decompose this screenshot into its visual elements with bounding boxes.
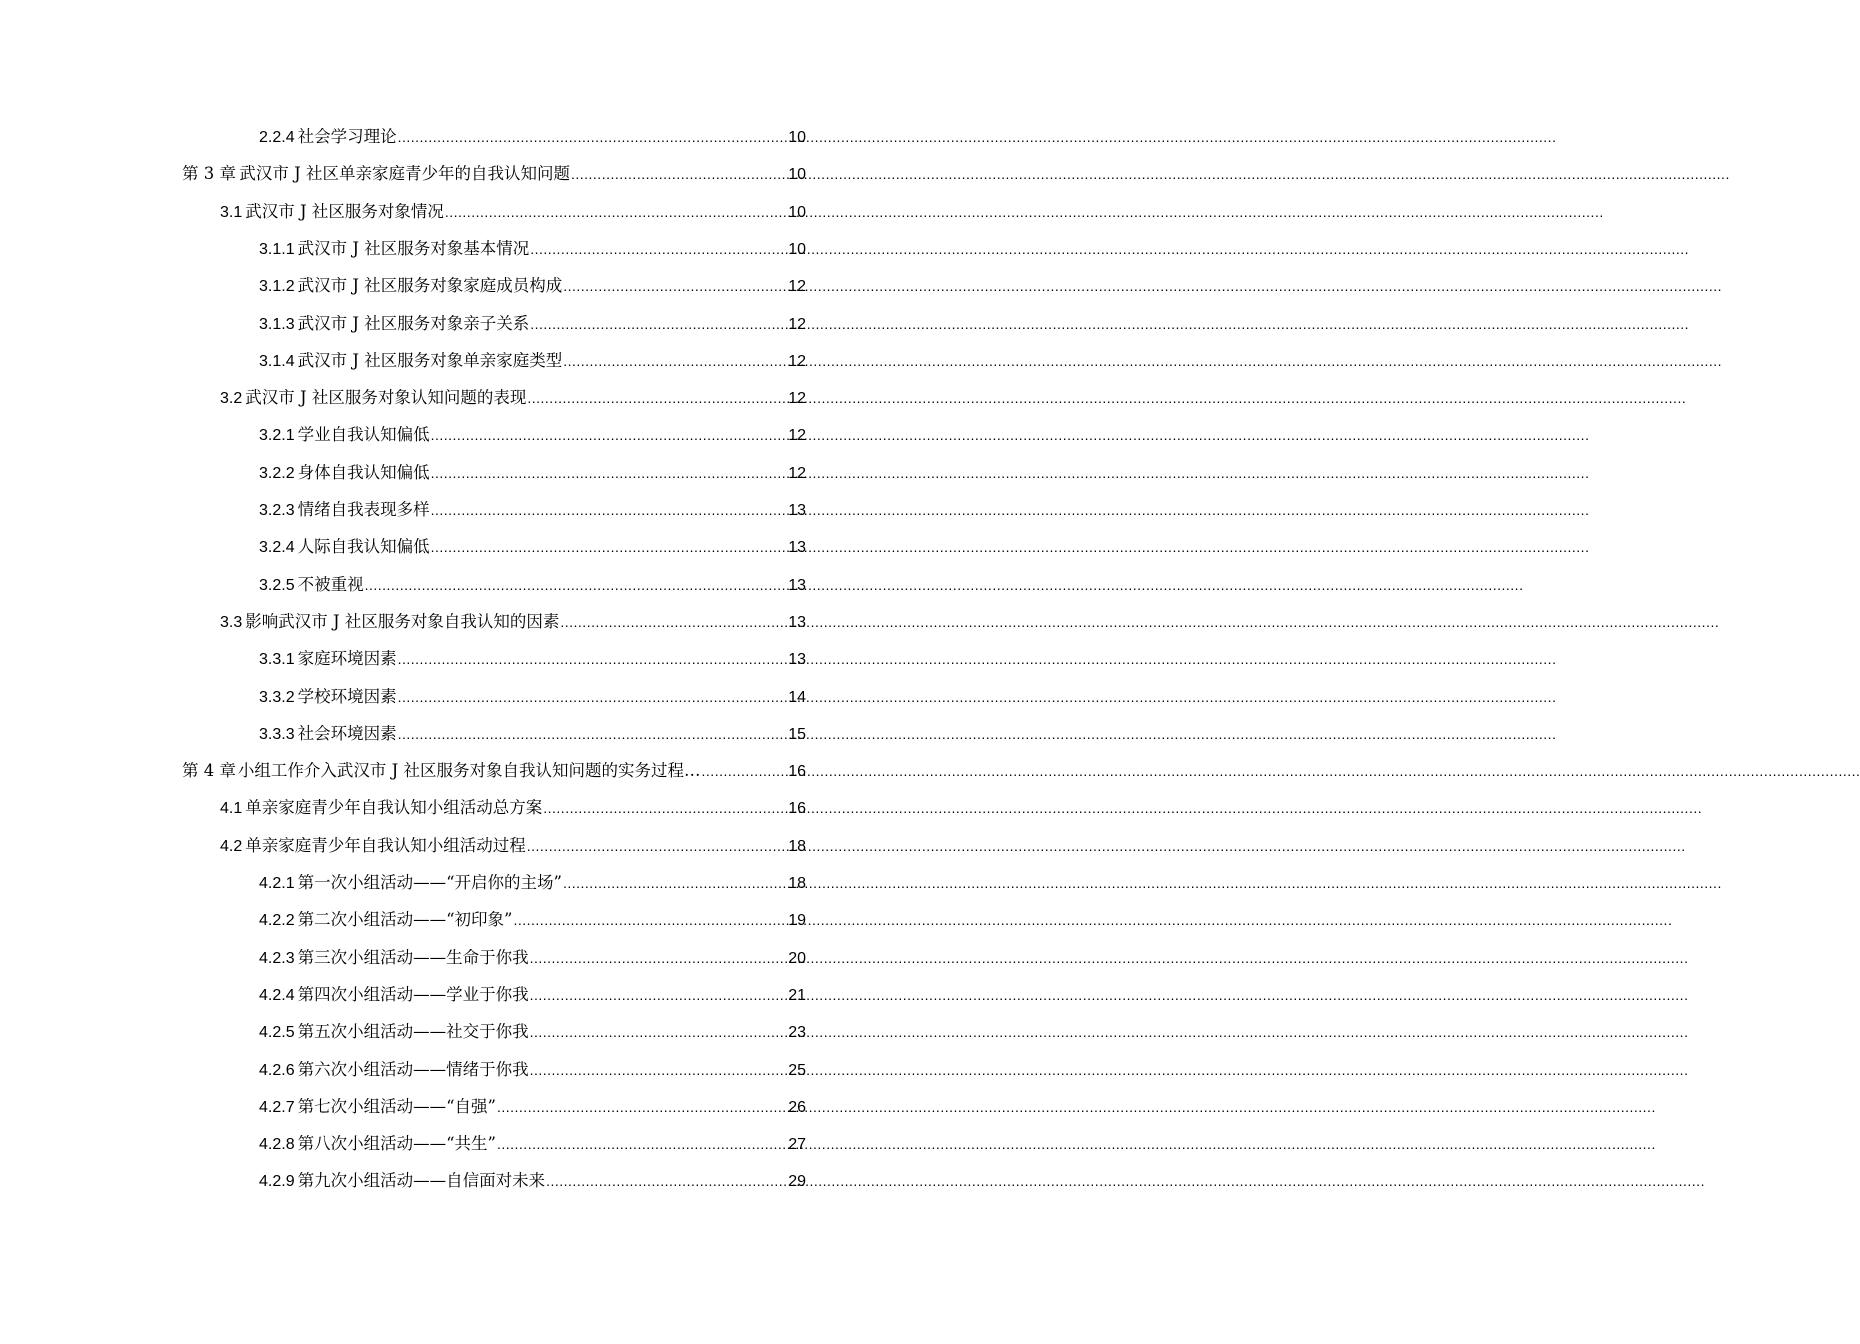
toc-dot-leader (398, 119, 788, 156)
toc-entry[interactable] (259, 1051, 806, 1088)
toc-entry-number: 3.2.4 (259, 539, 295, 557)
toc-entry-title: 身体自我认知偏低 (297, 462, 430, 482)
toc-dot-leader (571, 156, 787, 193)
toc-entry-number: 3.3.1 (259, 651, 295, 669)
toc-dot-leader (431, 455, 788, 492)
toc-entry[interactable] (259, 230, 806, 267)
toc-entry[interactable] (259, 715, 806, 752)
toc-entry-title: 武汉市 J 社区服务对象亲子关系 (297, 313, 530, 333)
toc-dot-leader (398, 679, 788, 716)
toc-entry[interactable] (259, 1013, 806, 1050)
toc-dot-leader (497, 1126, 787, 1163)
toc-entry-number: 4.2.6 (259, 1061, 295, 1079)
toc-entry-title: 情绪自我表现多样 (297, 500, 430, 519)
toc-entry-number: 4.2.9 (259, 1173, 295, 1191)
toc-page-number: 12 (788, 464, 806, 482)
toc-dot-leader (563, 343, 787, 380)
toc-entry[interactable] (220, 193, 806, 230)
toc-page-number: 10 (788, 203, 806, 221)
toc-entry[interactable] (259, 939, 806, 976)
toc-page-number: 13 (788, 539, 806, 557)
toc-page-number: 12 (788, 427, 806, 445)
toc-entry-number: 4.2.3 (259, 949, 295, 967)
toc-entry-number: 3.1.3 (259, 315, 295, 333)
toc-entry-title: 武汉市 J 社区服务对象单亲家庭类型 (297, 350, 563, 370)
toc-page-number: 18 (788, 875, 806, 892)
toc-page-number: 27 (788, 1136, 806, 1154)
toc-dot-leader (530, 306, 787, 343)
toc-entry[interactable] (259, 528, 806, 565)
toc-dot-leader (431, 529, 788, 566)
toc-dot-leader (563, 268, 787, 305)
toc-chapter-entry[interactable] (182, 752, 806, 789)
toc-entry[interactable] (259, 1162, 806, 1199)
toc-entry-number: 4.2 (220, 837, 243, 855)
toc-page-number: 20 (788, 949, 806, 967)
toc-entry-title: 单亲家庭青少年自我认知小组活动总方案 (245, 798, 543, 818)
toc-entry-title: 不被重视 (297, 574, 364, 594)
toc-dot-leader (530, 1014, 788, 1051)
toc-entry-title: 人际自我认知偏低 (297, 537, 430, 557)
toc-entry-title: 小组工作介入武汉市 J 社区服务对象自我认知问题的实务过程… (237, 761, 701, 781)
toc-page-number: 26 (788, 1098, 806, 1116)
toc-dot-leader (398, 641, 788, 678)
toc-page-number: 10 (788, 166, 806, 184)
toc-entry[interactable] (259, 864, 806, 901)
toc-dot-leader (365, 567, 788, 604)
toc-dot-leader (530, 977, 788, 1014)
toc-page-number: 16 (788, 763, 806, 781)
toc-entry-number: 3.2.2 (259, 464, 295, 482)
toc-entry[interactable] (259, 901, 806, 938)
toc-entry[interactable] (259, 118, 806, 155)
toc-entry[interactable] (259, 976, 806, 1013)
toc-entry-title: 第一次小组活动——“开启你的主场” (297, 873, 562, 892)
toc-page-number: 13 (788, 613, 806, 631)
toc-entry-title: 社会学习理论 (297, 127, 397, 146)
toc-entry[interactable] (220, 827, 806, 864)
toc-page-number: 15 (788, 725, 806, 743)
toc-dot-leader (560, 604, 787, 641)
toc-dot-leader (398, 716, 788, 753)
toc-entry-number: 4.2.8 (259, 1136, 295, 1154)
toc-page-number: 12 (788, 278, 806, 296)
toc-page-number: 29 (788, 1173, 806, 1191)
toc-entry-title: 家庭环境因素 (297, 649, 397, 669)
toc-page-number: 14 (788, 688, 806, 706)
toc-entry[interactable] (259, 491, 806, 528)
toc-page-number: 21 (788, 986, 806, 1004)
toc-page-number: 12 (788, 352, 806, 370)
toc-entry[interactable] (220, 603, 806, 640)
toc-entry-title: 武汉市 J 社区服务对象情况 (245, 201, 444, 221)
toc-entry-number: 第 3 章 (182, 164, 236, 184)
toc-entry-number: 3.3 (220, 613, 243, 631)
toc-entry-number: 4.2.1 (259, 875, 295, 892)
toc-entry-title: 第三次小组活动——生命于你我 (297, 947, 529, 967)
toc-entry-number: 4.2.5 (259, 1024, 295, 1042)
toc-dot-leader (445, 194, 787, 231)
toc-page-number: 12 (788, 315, 806, 333)
toc-page-number: 10 (788, 129, 806, 146)
toc-dot-leader (527, 380, 787, 417)
toc-entry-number: 3.2 (220, 390, 243, 408)
toc-chapter-entry[interactable] (182, 155, 806, 192)
toc-entry-number: 4.1 (220, 800, 243, 818)
toc-entry-title: 单亲家庭青少年自我认知小组活动过程 (245, 835, 526, 855)
toc-dot-leader (431, 417, 788, 454)
toc-entry[interactable] (259, 566, 806, 603)
toc-entry[interactable] (259, 640, 806, 677)
toc-dot-leader (702, 753, 788, 790)
toc-entry-number: 3.2.1 (259, 427, 295, 445)
toc-entry-number: 2.2.4 (259, 129, 295, 146)
toc-entry-number: 第 4 章 (182, 761, 236, 781)
toc-entry-number: 4.2.7 (259, 1098, 295, 1116)
toc-entry[interactable] (259, 454, 806, 491)
toc-dot-leader (431, 492, 788, 529)
toc-dot-leader (543, 790, 787, 827)
toc-page-number: 13 (788, 576, 806, 594)
toc-entry-title: 武汉市 J 社区服务对象认知问题的表现 (245, 388, 527, 408)
toc-entry-title: 社会环境因素 (297, 723, 397, 743)
toc-dot-leader (530, 1052, 788, 1089)
toc-entry[interactable] (259, 678, 806, 715)
toc-entry[interactable] (259, 1088, 806, 1125)
toc-entry-number: 3.1.2 (259, 278, 295, 296)
toc-page-number: 23 (788, 1024, 806, 1042)
toc-page-number: 13 (788, 651, 806, 669)
toc-entry-title: 第四次小组活动——学业于你我 (297, 984, 529, 1004)
toc-entry-title: 第六次小组活动——情绪于你我 (297, 1059, 529, 1079)
toc-entry[interactable] (259, 267, 806, 304)
toc-entry-number: 3.2.3 (259, 502, 295, 519)
toc-entry[interactable] (220, 789, 806, 826)
toc-page-number: 18 (788, 837, 806, 855)
toc-entry-title: 第二次小组活动——“初印象” (297, 910, 513, 930)
toc-entry[interactable] (259, 1125, 806, 1162)
toc-entry-title: 武汉市 J 社区服务对象家庭成员构成 (297, 276, 563, 296)
toc-dot-leader (497, 1089, 787, 1126)
toc-entry-number: 3.2.5 (259, 576, 295, 594)
toc-dot-leader (563, 865, 787, 902)
toc-dot-leader (527, 828, 787, 865)
toc-entry-title: 学业自我认知偏低 (297, 425, 430, 445)
toc-entry[interactable] (220, 379, 806, 416)
toc-entry-number: 3.3.3 (259, 725, 295, 743)
toc-entry-title: 第九次小组活动——自信面对未来 (297, 1171, 546, 1191)
toc-entry-title: 武汉市 J 社区单亲家庭青少年的自我认知问题 (239, 164, 570, 184)
toc-entry[interactable] (259, 416, 806, 453)
toc-dot-leader (546, 1163, 787, 1200)
toc-dot-leader (513, 902, 787, 939)
toc-page-number: 12 (788, 390, 806, 408)
toc-entry-number: 3.3.2 (259, 688, 295, 706)
toc-entry-number: 4.2.2 (259, 912, 295, 930)
toc-entry-title: 影响武汉市 J 社区服务对象自我认知的因素 (245, 611, 560, 631)
toc-entry-title: 武汉市 J 社区服务对象基本情况 (297, 238, 530, 258)
toc-dot-leader (530, 940, 788, 977)
toc-page-number: 16 (788, 800, 806, 818)
toc-entry-number: 3.1.4 (259, 352, 295, 370)
toc-entry[interactable] (259, 305, 806, 342)
toc-entry-number: 3.1 (220, 203, 243, 221)
toc-dot-leader (530, 231, 787, 268)
toc-entry-title: 学校环境因素 (297, 686, 397, 706)
toc-page-number: 19 (788, 912, 806, 930)
toc-page-number: 25 (788, 1061, 806, 1079)
toc-entry-title: 第五次小组活动——社交于你我 (297, 1022, 529, 1042)
toc-entry-number: 3.1.1 (259, 240, 295, 258)
toc-page-number: 13 (788, 502, 806, 519)
toc-entry-title: 第八次小组活动——“共生” (297, 1134, 496, 1154)
toc-page-number: 10 (788, 240, 806, 258)
toc-entry[interactable] (259, 342, 806, 379)
toc-entry-number: 4.2.4 (259, 986, 295, 1004)
toc-entry-title: 第七次小组活动——“自强” (297, 1096, 496, 1116)
